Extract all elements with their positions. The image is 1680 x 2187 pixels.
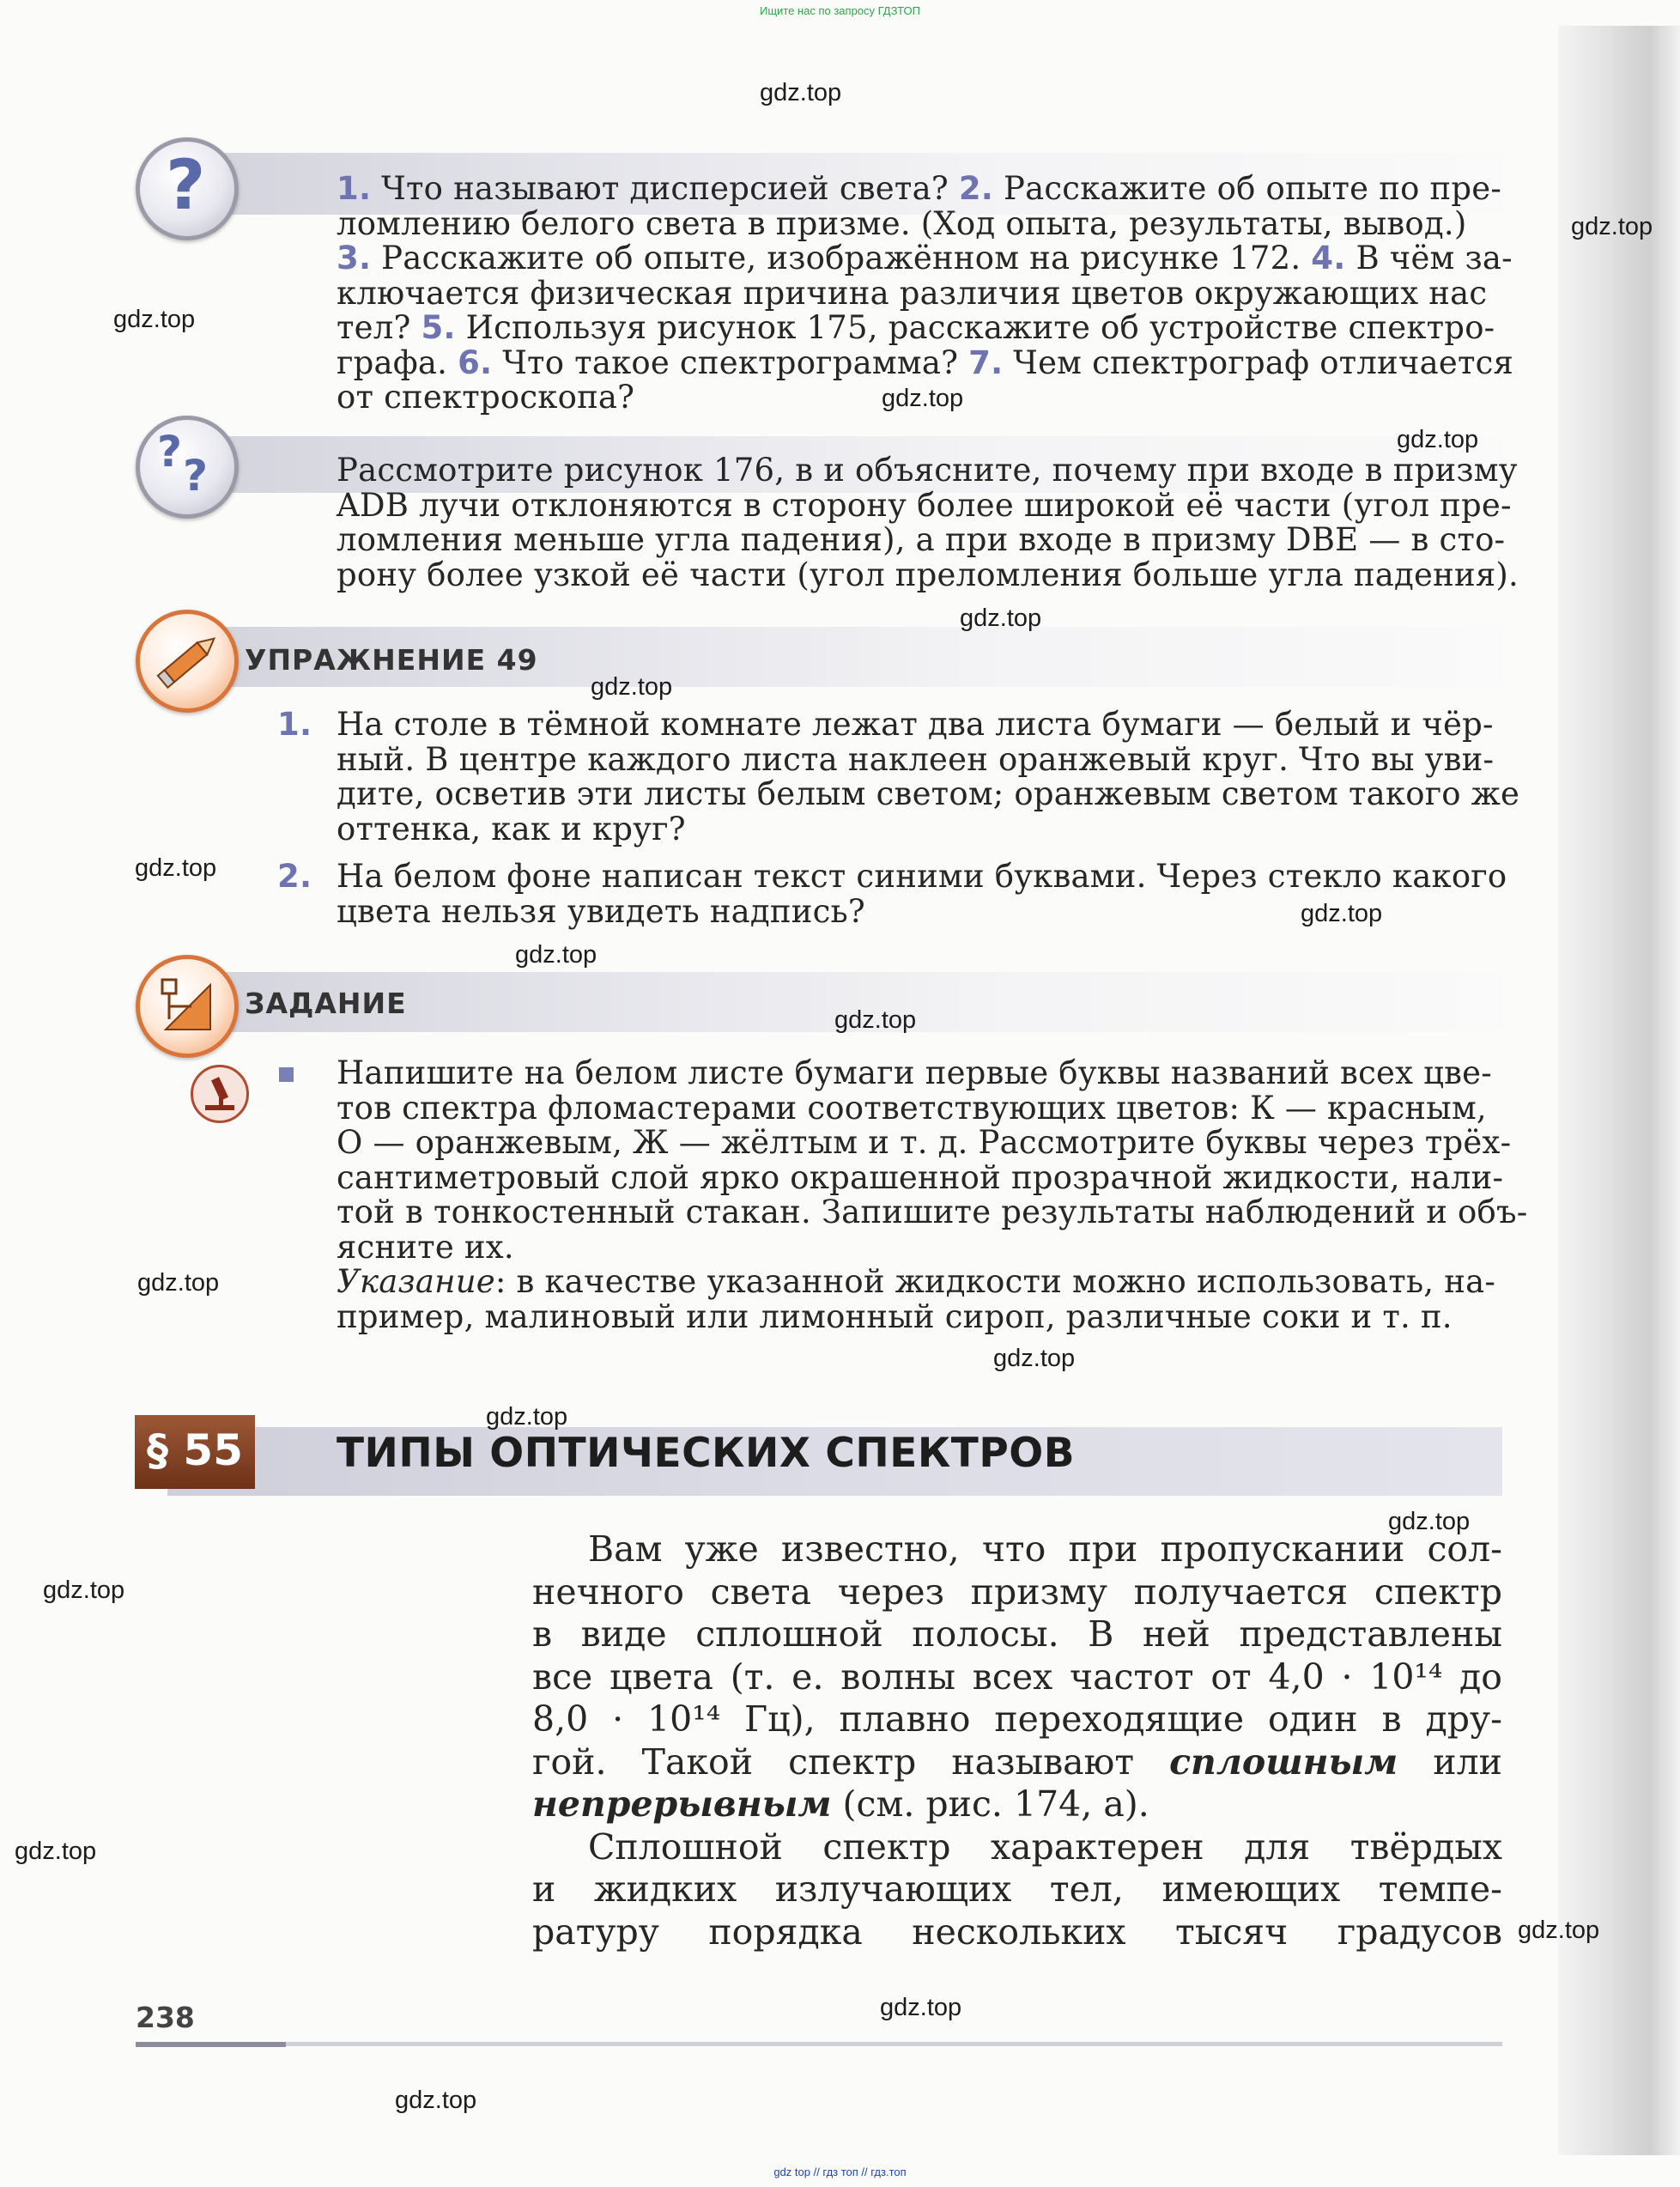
watermark: gdz.top <box>960 604 1042 632</box>
exercise-line: дите, осветив эти листы белым светом; оранжевым светом такого же <box>337 775 1520 812</box>
task-icon <box>136 955 239 1058</box>
pencil-icon <box>140 614 234 708</box>
question-line <box>337 311 1495 346</box>
top-note: Ищите нас по запросу ГДЗТОП <box>759 4 920 17</box>
discussion-line: рону более узкой её части (угол преломления больше угла падения). <box>337 556 1519 593</box>
question-text: ключается физическая причина различия цветов окружающих нас <box>337 274 1488 312</box>
body-line: ратуру порядка нескольких тысяч градусов <box>532 1911 1502 1953</box>
watermark: gdz.top <box>1388 1508 1471 1535</box>
task-line: О — оранжевым, Ж — жёлтым и т. д. Рассмотрите буквы через трёх- <box>337 1124 1512 1161</box>
question-mark-icon: ? <box>183 451 209 501</box>
question-line <box>337 380 634 416</box>
body-line: все цвета (т. е. волны всех частот от 4,0 · 10¹⁴ до <box>532 1655 1502 1698</box>
watermark: gdz.top <box>137 1269 220 1297</box>
task-line: тов спектра фломастерами соответствующих цветов: К — красным, <box>337 1089 1487 1127</box>
watermark: gdz.top <box>15 1838 97 1865</box>
hint-text: : в качестве указанной жидкости можно использовать, на- <box>494 1263 1496 1300</box>
body-line <box>532 1783 1502 1826</box>
question-icon <box>136 137 239 240</box>
watermark: gdz.top <box>1571 213 1653 240</box>
question-line <box>337 241 1513 276</box>
term-emphasis: сплошным <box>1169 1740 1398 1783</box>
body-line: нечного света через призму получается спектр <box>532 1570 1502 1613</box>
question-number: 1. <box>337 170 372 207</box>
task-line: Напишите на белом листе бумаги первые буквы названий всех цве- <box>337 1054 1492 1091</box>
body-text <box>532 1528 1502 1953</box>
watermark: gdz.top <box>880 1994 962 2021</box>
watermark: gdz.top <box>834 1006 917 1034</box>
watermark: gdz.top <box>993 1345 1076 1372</box>
ruler-icon <box>140 959 234 1054</box>
discussion-line: Рассмотрите рисунок 176, в и объясните, почему при входе в призму <box>337 452 1518 489</box>
question-text: В чём за- <box>1345 240 1513 276</box>
question-number: 4. <box>1311 240 1346 276</box>
task-line: ясните их. <box>337 1228 514 1266</box>
task-line: сантиметровый слой ярко окрашенной прозрачной жидкости, нали- <box>337 1158 1504 1196</box>
section-number-badge <box>135 1415 255 1489</box>
section-number: § 55 <box>147 1425 243 1475</box>
watermark: gdz.top <box>1518 1917 1600 1944</box>
exercise-line: цвета нельзя увидеть надпись? <box>337 892 865 930</box>
page-rule-dark <box>136 2042 286 2047</box>
watermark: gdz.top <box>882 385 964 412</box>
question-line <box>337 343 1514 381</box>
body-text: или <box>1398 1740 1502 1783</box>
exercise-item-number: 1. <box>277 706 312 743</box>
question-text: Используя рисунок 175, расскажите об устройстве спектро- <box>455 309 1495 346</box>
question-text: графа. <box>337 343 458 381</box>
hint-label: Указание <box>337 1263 495 1300</box>
watermark: gdz.top <box>760 79 842 106</box>
body-text: (см. рис. 174, а). <box>831 1783 1149 1825</box>
page-edge-shadow <box>1558 26 1680 2155</box>
body-line: в виде сплошной полосы. В ней представлены <box>532 1613 1502 1655</box>
body-line: Вам уже известно, что при пропускании сол- <box>588 1528 1502 1570</box>
task-title: ЗАДАНИЕ <box>245 987 407 1020</box>
watermark: gdz.top <box>395 2087 477 2114</box>
question-text: тел? <box>337 309 422 346</box>
page-rule <box>286 2042 1502 2046</box>
exercise-line: оттенка, как и круг? <box>337 810 686 847</box>
body-line: 8,0 · 10¹⁴ Гц), плавно переходящие один в дру- <box>532 1698 1502 1740</box>
question-text: Чем спектрограф отличается <box>1003 343 1514 381</box>
question-mark-icon: ? <box>157 427 183 477</box>
hint-line: пример, малиновый или лимонный сироп, различные соки и т. п. <box>337 1297 1453 1335</box>
watermark: gdz.top <box>43 1576 125 1604</box>
question-mark-icon: ? <box>166 145 206 225</box>
watermark: gdz.top <box>135 854 217 882</box>
question-text: Что такое спектрограмма? <box>492 343 969 381</box>
watermark: gdz.top <box>486 1403 568 1431</box>
watermark: gdz.top <box>1301 900 1383 927</box>
question-number: 2. <box>958 170 994 207</box>
question-line <box>337 276 1487 312</box>
watermark: gdz.top <box>1397 426 1479 453</box>
bullet-marker <box>279 1067 294 1082</box>
question-text: от спектроскопа? <box>337 379 635 416</box>
discussion-line: ADB лучи отклоняются в сторону более широкой её части (угол пре- <box>337 486 1512 524</box>
exercise-line: ный. В центре каждого листа наклеен оранжевый круг. Что вы уви- <box>337 740 1495 778</box>
page-number: 238 <box>136 2001 195 2034</box>
watermark: gdz.top <box>113 306 196 333</box>
question-text: Что называют дисперсией света? <box>371 170 959 207</box>
watermark: gdz.top <box>515 941 597 969</box>
question-line <box>337 204 1467 242</box>
section-title: ТИПЫ ОПТИЧЕСКИХ СПЕКТРОВ <box>337 1430 1076 1477</box>
body-line: и жидких излучающих тел, имеющих темпе- <box>532 1868 1502 1910</box>
question-number: 6. <box>458 343 493 381</box>
body-line <box>532 1741 1502 1784</box>
exercise-icon <box>136 610 239 713</box>
exercise-item-number: 2. <box>277 858 312 895</box>
hint-line <box>337 1265 1495 1300</box>
bottom-note: gdz top // гдз топ // гдз.топ <box>773 2166 907 2178</box>
task-line: той в тонкостенный стакан. Запишите результаты наблюдений и объ- <box>337 1194 1528 1230</box>
question-number: 7. <box>968 343 1004 381</box>
question-text: Расскажите об опыте, изображённом на рисунке 172. <box>371 240 1312 276</box>
question-text: Расскажите об опыте по пре- <box>993 170 1502 207</box>
exercise-line: На столе в тёмной комнате лежат два листа бумаги — белый и чёр- <box>337 706 1494 743</box>
exercise-line: На белом фоне написан текст синими буквами. Через стекло какого <box>337 858 1507 895</box>
question-number: 3. <box>337 240 372 276</box>
term-emphasis: непрерывным <box>532 1783 832 1825</box>
watermark: gdz.top <box>591 673 673 701</box>
question-line <box>337 172 1501 207</box>
discussion-icon <box>136 416 239 519</box>
question-text: ломлению белого света в призме. (Ход опыта, результаты, вывод.) <box>337 204 1467 242</box>
body-line: Сплошной спектр характерен для твёрдых <box>588 1826 1502 1868</box>
exercise-title: УПРАЖНЕНИЕ 49 <box>245 643 538 677</box>
body-text: гой. Такой спектр называют <box>532 1740 1170 1783</box>
question-number: 5. <box>421 309 456 346</box>
microscope-icon <box>191 1065 249 1123</box>
discussion-line: ломления меньше угла падения), а при входе в призму DBE — в сто- <box>337 521 1506 558</box>
